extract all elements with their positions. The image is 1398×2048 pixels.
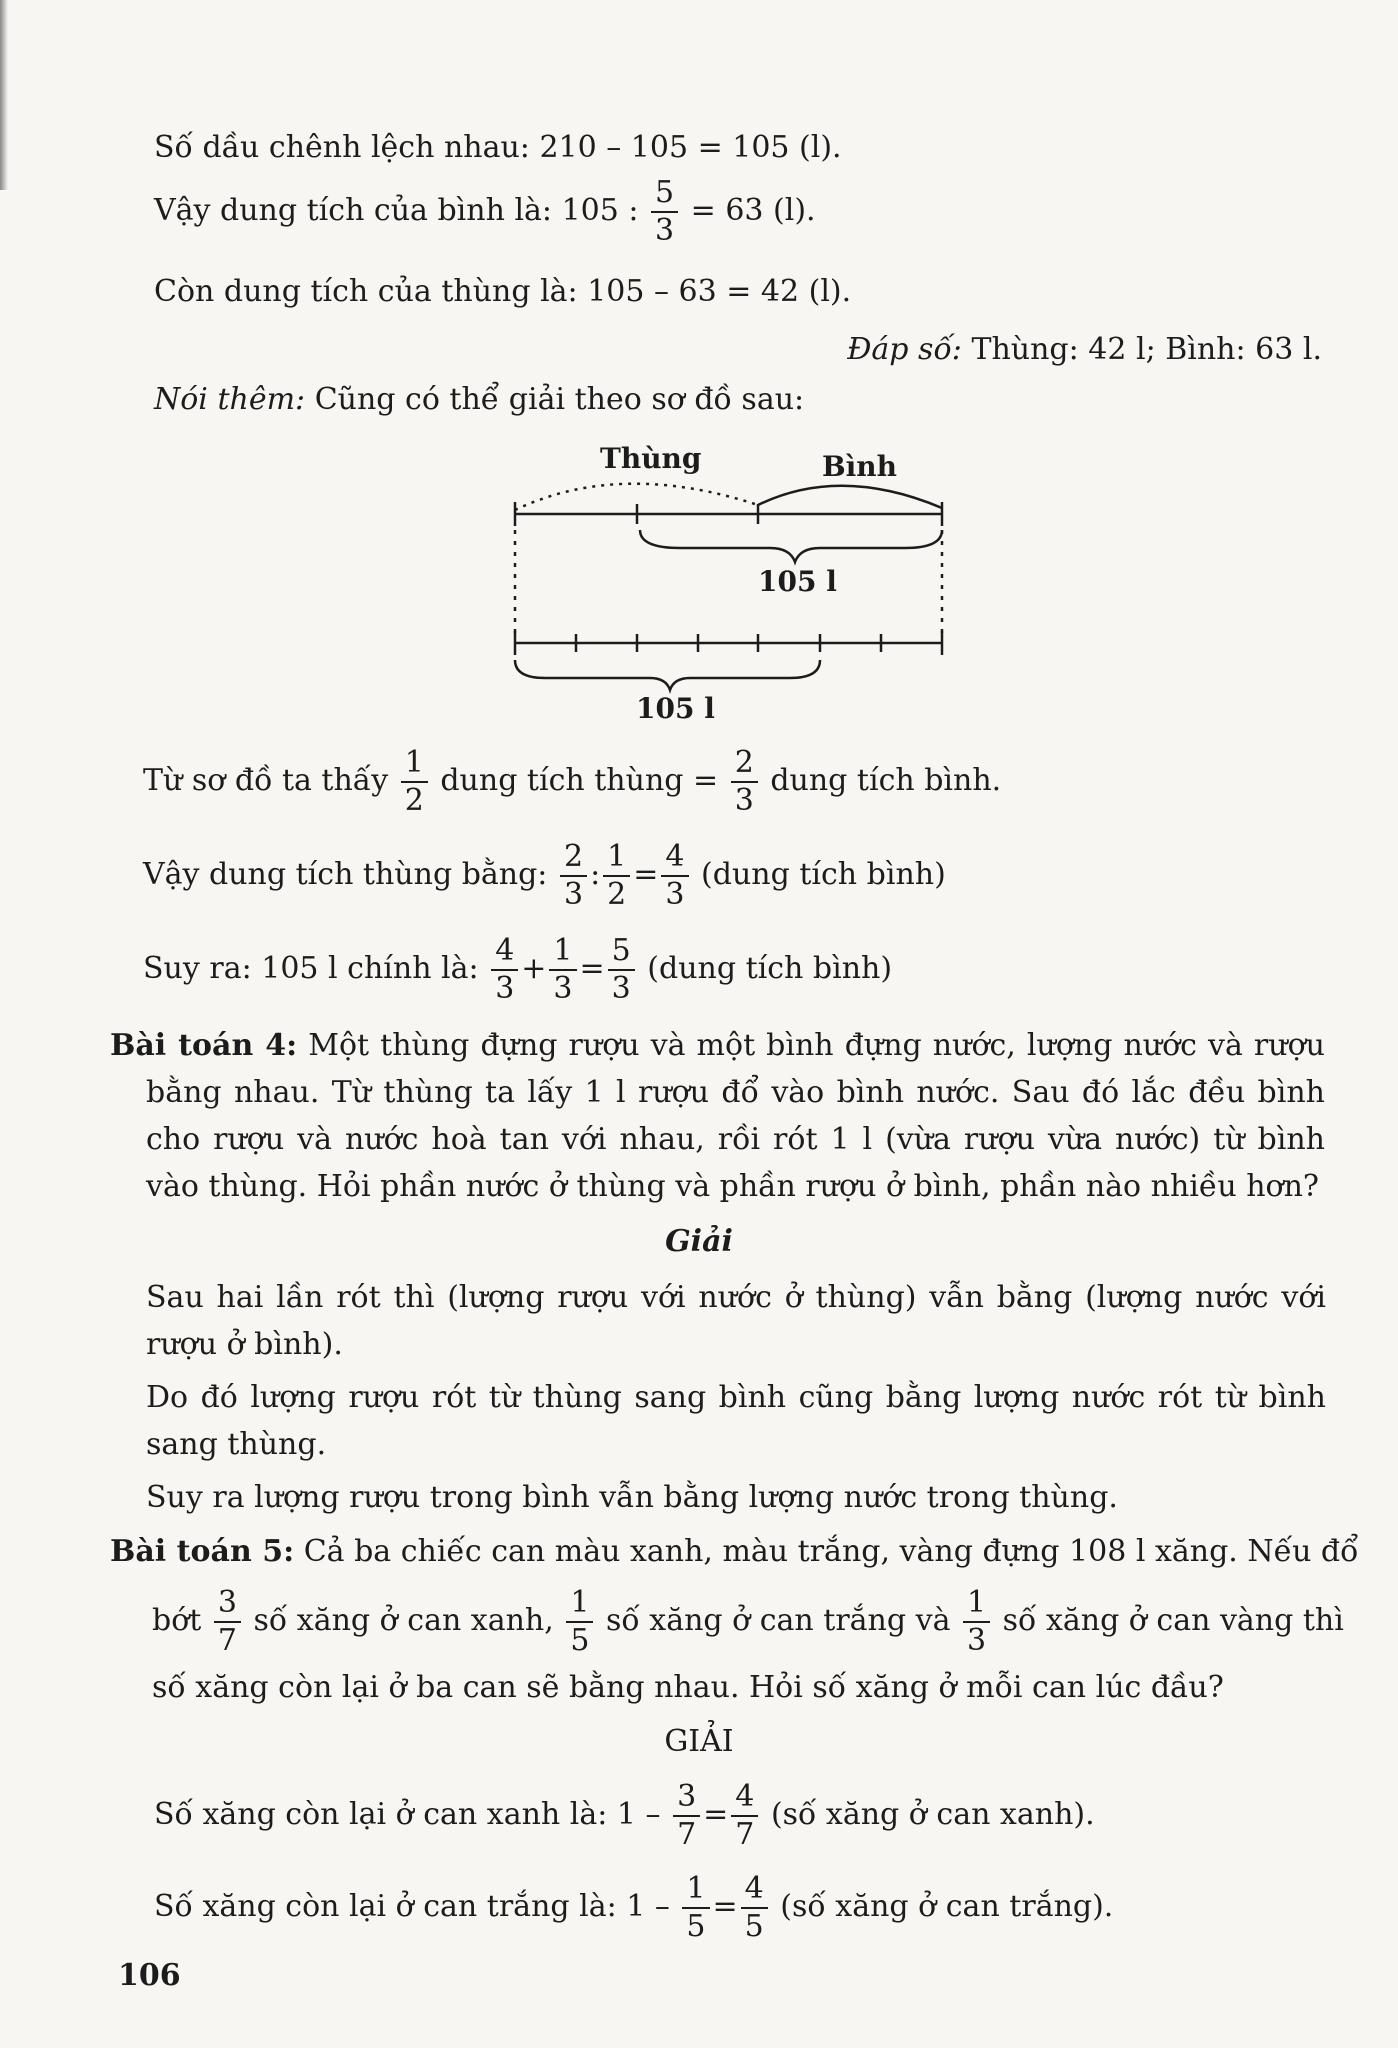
brace-top-105 (640, 530, 942, 562)
line-105-equals: Suy ra: 105 l chính là: $\frac{4}{3}$ + $\frac{1}{3}$ = $\frac{5}{3}$ (dung tích bình) (143, 933, 893, 1006)
line-bottle-capacity: Vậy dung tích của bình là: 105 : $\frac{5}{3}$ = 63 (l). (154, 175, 816, 248)
fraction-3-7: $\frac{3}{7}$ (673, 1782, 700, 1850)
fraction-1-2: $\frac{1}{2}$ (401, 748, 428, 816)
brace-binh (758, 486, 942, 508)
problem-5-statement-line-3: số xăng còn lại ở ba can sẽ bằng nhau. Hỏi số xăng ở mỗi can lúc đầu? (152, 1670, 1224, 1705)
note-line: Nói thêm: Cũng có thể giải theo sơ đồ sau: (154, 382, 805, 417)
line-oil-difference: Số dầu chênh lệch nhau: 210 – 105 = 105 (l). (154, 130, 842, 165)
fraction-1-2: $\frac{1}{2}$ (603, 842, 630, 910)
fraction-4-3: $\frac{4}{3}$ (491, 936, 518, 1004)
fraction-5-3: $\frac{5}{3}$ (651, 178, 678, 246)
problem-4-solution-title: Giải (665, 1224, 733, 1259)
note-label: Nói thêm: (154, 382, 306, 417)
problem-4-solution-2: Do đó lượng rượu rót từ thùng sang bình cũng bằng lượng nước rót từ bình sang thùng. (146, 1380, 1326, 1462)
problem-5-label: Bài toán 5: (110, 1534, 295, 1569)
brace-bottom-105 (515, 660, 820, 690)
problem-4-statement: Bài toán 4: Một thùng đựng rượu và một bình đựng nước, lượng nước và rượu bằng nhau. Từ thùng ta lấy 1 l rượu đổ vào bình nước. Sau đó lắc đều bình cho rượu và nước hoà tan với nhau, rồi rót 1 l (vừa rượu vừa nước) từ bình vào thùng. Hỏi phần nước ở thùng và phần rượu ở bình, phần nào nhiều hơn? (110, 1028, 1325, 1204)
problem-5-statement-line-1: Bài toán 5: Cả ba chiếc can màu xanh, màu trắng, vàng đựng 108 l xăng. Nếu đổ (110, 1534, 1359, 1569)
fraction-2-3: $\frac{2}{3}$ (560, 842, 587, 910)
fraction-4-3: $\frac{4}{3}$ (661, 842, 688, 910)
line-barrel-capacity: Còn dung tích của thùng là: 105 – 63 = 42 (l). (154, 274, 852, 309)
fraction-1-5: $\frac{1}{5}$ (682, 1874, 709, 1942)
problem-4-label: Bài toán 4: (110, 1028, 298, 1063)
fraction-1-3: $\frac{1}{3}$ (963, 1588, 990, 1656)
problem-4-solution-3: Suy ra lượng rượu trong bình vẫn bằng lượng nước trong thùng. (146, 1480, 1118, 1515)
answer-text: Thùng: 42 l; Bình: 63 l. (971, 332, 1322, 367)
line-barrel-ratio: Vậy dung tích thùng bằng: $\frac{2}{3}$ : $\frac{1}{2}$ = $\frac{4}{3}$ (dung tích bình) (143, 839, 946, 912)
diagram-label-binh: Bình (822, 450, 898, 483)
fraction-2-3: $\frac{2}{3}$ (731, 748, 758, 816)
diagram-label-105-top: 105 l (758, 565, 837, 598)
fraction-5-3: $\frac{5}{3}$ (608, 936, 635, 1004)
problem-5-solution-1: Số xăng còn lại ở can xanh là: 1 – $\frac{3}{7}$ = $\frac{4}{7}$ (số xăng ở can xanh). (154, 1779, 1095, 1852)
fraction-4-5: $\frac{4}{5}$ (741, 1874, 768, 1942)
line-from-diagram: Từ sơ đồ ta thấy $\frac{1}{2}$ dung tích thùng = $\frac{2}{3}$ dung tích bình. (143, 745, 1002, 818)
page-number: 106 (118, 1958, 181, 1993)
fraction-1-5: $\frac{1}{5}$ (566, 1588, 593, 1656)
problem-4-solution-1: Sau hai lần rót thì (lượng rượu với nước ở thùng) vẫn bằng (lượng nước với rượu ở bình). (146, 1280, 1326, 1362)
fraction-1-3: $\frac{1}{3}$ (549, 936, 576, 1004)
diagram-label-thung: Thùng (600, 442, 702, 475)
problem-5-solution-title: GIẢI (664, 1724, 734, 1759)
fraction-3-7: $\frac{3}{7}$ (214, 1588, 241, 1656)
problem-5-solution-2: Số xăng còn lại ở can trắng là: 1 – $\frac{1}{5}$ = $\frac{4}{5}$ (số xăng ở can trắng). (154, 1871, 1114, 1944)
answer-label: Đáp số: (847, 332, 962, 367)
diagram-label-105-bottom: 105 l (636, 692, 715, 725)
fraction-4-7: $\frac{4}{7}$ (731, 1782, 758, 1850)
problem-5-statement-line-2: bớt $\frac{3}{7}$ số xăng ở can xanh, $\frac{1}{5}$ số xăng ở can trắng và $\frac{1}{3}$ số xăng ở can vàng thì (152, 1585, 1344, 1658)
